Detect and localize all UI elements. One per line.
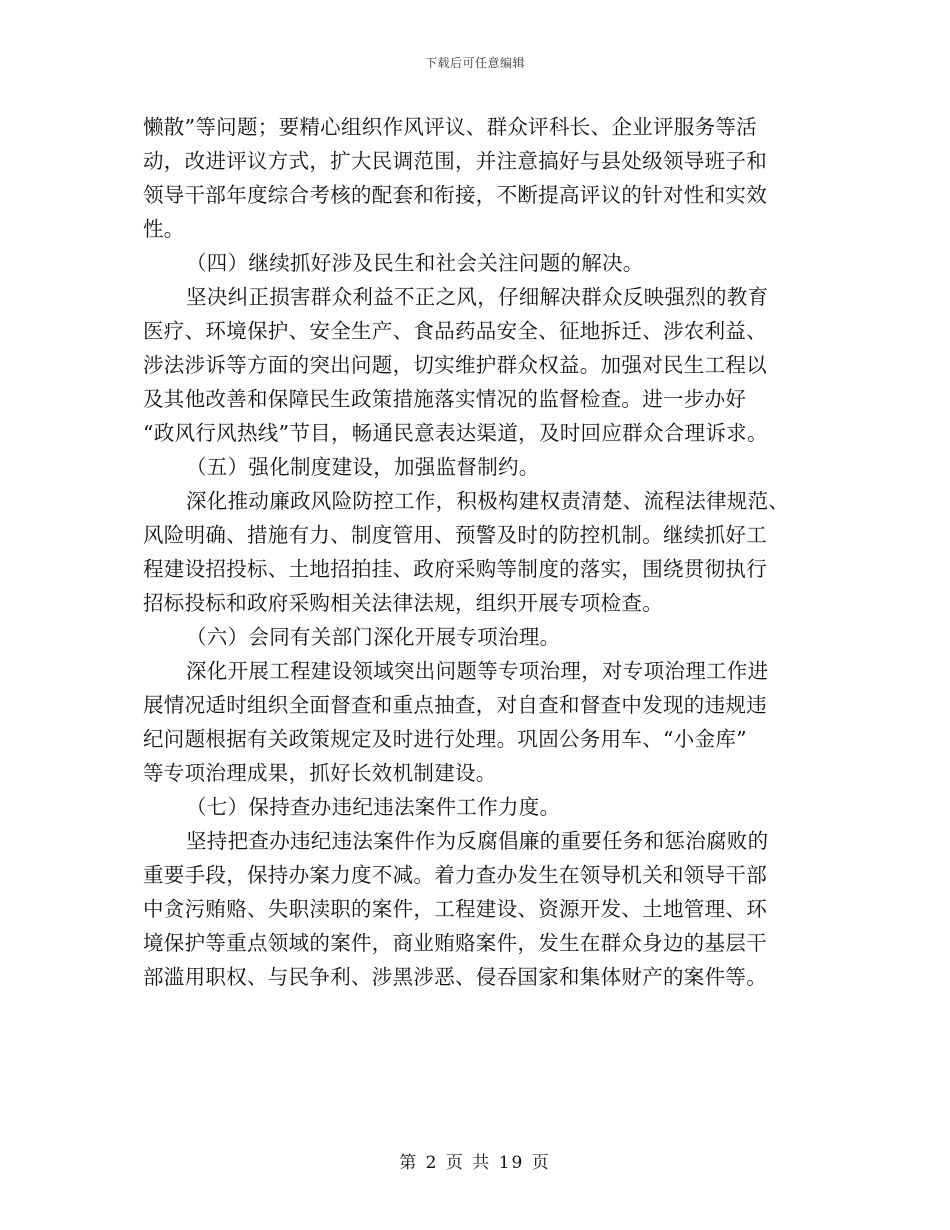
document-body (143, 110, 809, 994)
body-line: 境保护等重点领域的案件，商业贿赂案件，发生在群众身边的基层干 (143, 931, 767, 955)
body-line: 领导干部年度综合考核的配套和衔接，不断提高评议的针对性和实效 (143, 183, 767, 207)
body-line: 深化推动廉政风险防控工作，积极构建权责清楚、流程法律规范、 (186, 489, 790, 513)
body-line: 坚持把查办违纪违法案件作为反腐倡廉的重要任务和惩治腐败的 (186, 829, 769, 853)
page-number-footer: 第 2 页 共 19 页 (399, 1153, 551, 1173)
page-header: 下载后可任意编辑 (424, 56, 525, 70)
body-line: 及其他改善和保障民生政策措施落实情况的监督检查。进一步办好 (143, 387, 747, 411)
body-line: 重要手段，保持办案力度不减。着力查办发生在领导机关和领导干部 (143, 863, 767, 887)
body-line: 纪问题根据有关政策规定及时进行处理。巩固公务用车、“小金库” (143, 727, 747, 751)
body-line: “政风行风热线”节目，畅通民意表达渠道，及时回应群众合理诉求。 (143, 421, 768, 445)
section-heading-7: （七）保持查办违纪违法案件工作力度。 (186, 795, 561, 819)
section-heading-6: （六）会同有关部门深化开展专项治理。 (186, 625, 561, 649)
body-line: 深化开展工程建设领域突出问题等专项治理，对专项治理工作进 (186, 659, 769, 683)
body-line: 医疗、环境保护、安全生产、食品药品安全、征地拆迁、涉农利益、 (143, 319, 767, 343)
body-line: 涉法涉诉等方面的突出问题，切实维护群众权益。加强对民生工程以 (143, 353, 767, 377)
body-line: 招标投标和政府采购相关法律法规，组织开展专项检查。 (143, 591, 663, 615)
body-line: 性。 (143, 217, 185, 241)
body-line: 风险明确、措施有力、制度管用、预警及时的防控机制。继续抓好工 (143, 523, 767, 547)
section-heading-4: （四）继续抓好涉及民生和社会关注问题的解决。 (186, 251, 644, 275)
body-line: 中贪污贿赂、失职渎职的案件，工程建设、资源开发、土地管理、环 (143, 897, 767, 921)
body-line: 程建设招投标、土地招拍挂、政府采购等制度的落实，围绕贯彻执行 (143, 557, 767, 581)
body-line: 懒散”等问题；要精心组织作风评议、群众评科长、企业评服务等活 (143, 115, 757, 139)
body-line: 部滥用职权、与民争利、涉黑涉恶、侵吞国家和集体财产的案件等。 (143, 965, 767, 989)
section-heading-5: （五）强化制度建设，加强监督制约。 (186, 455, 540, 479)
body-line: 展情况适时组织全面督查和重点抽查，对自查和督查中发现的违规违 (143, 693, 767, 717)
body-line: 等专项治理成果，抓好长效机制建设。 (143, 761, 497, 785)
body-line: 动，改进评议方式，扩大民调范围，并注意搞好与县处级领导班子和 (143, 149, 767, 173)
body-line: 坚决纠正损害群众利益不正之风，仔细解决群众反映强烈的教育 (186, 285, 769, 309)
